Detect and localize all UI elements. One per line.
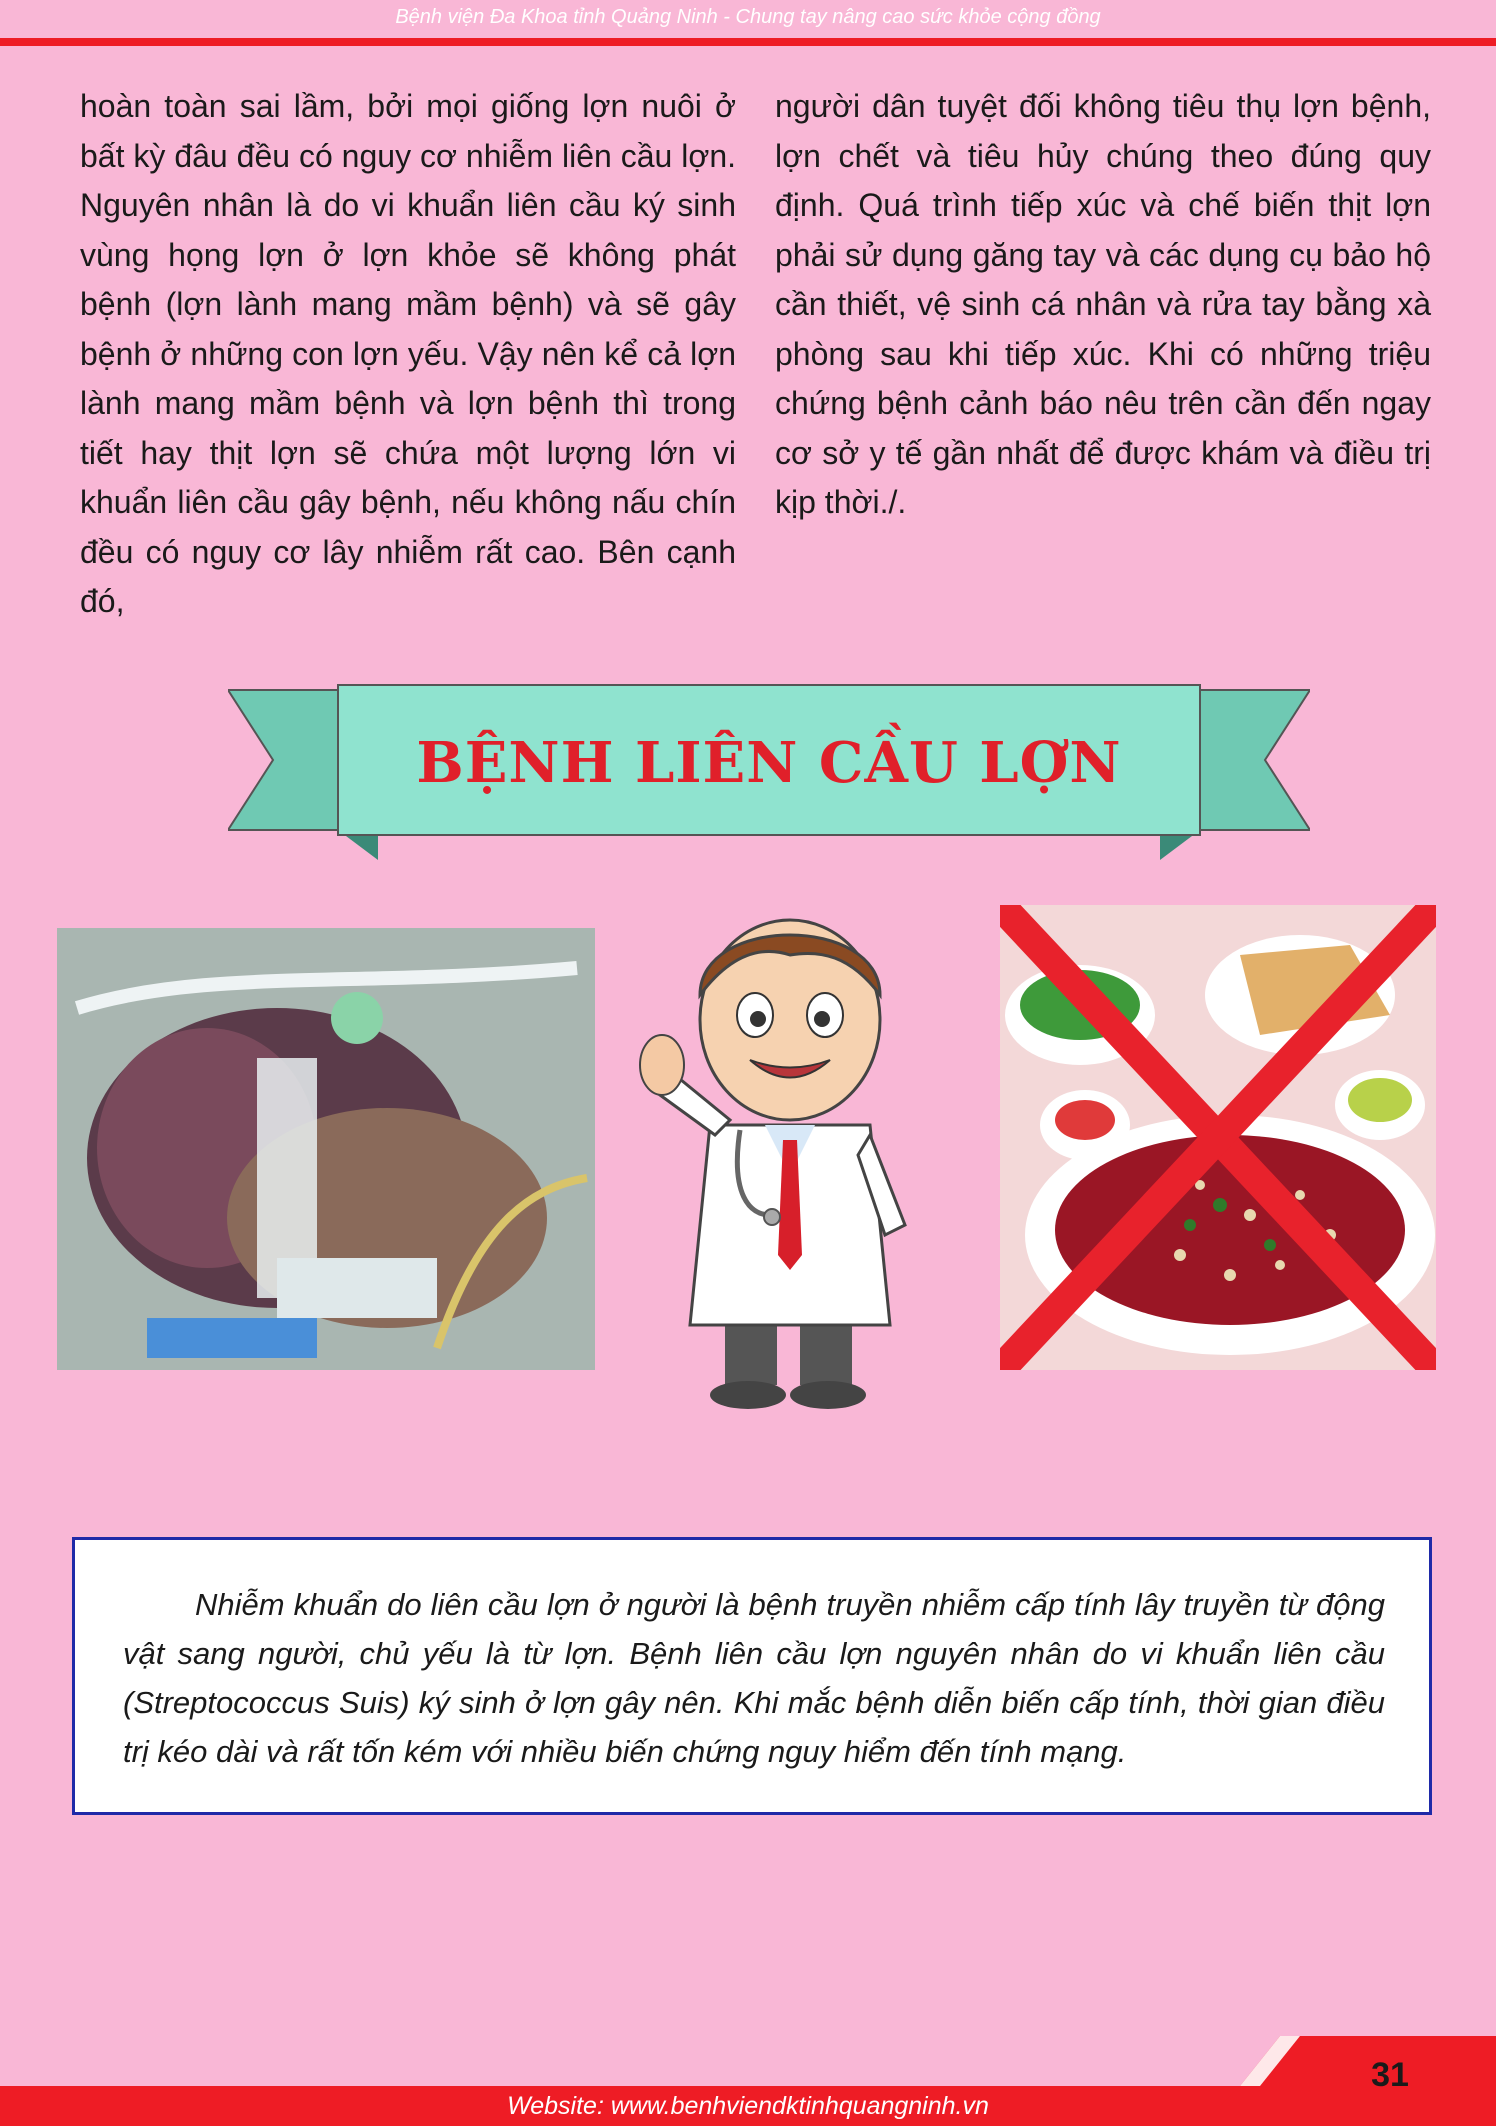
page-number: 31 <box>1371 2056 1409 2094</box>
banner-title: BỆNH LIÊN CẦU LỢN <box>416 730 1122 796</box>
header-text: Bệnh viện Đa Khoa tỉnh Quảng Ninh - Chung tay nâng cao sức khỏe cộng đồng <box>395 6 1101 28</box>
blood-pudding-photo <box>1000 905 1436 1370</box>
article-left-column: hoàn toàn sai lầm, bởi mọi giống lợn nuôi ở bất kỳ đâu đều có nguy cơ nhiễm liên cầu lợn. Nguyên nhân là do vi khuẩn liên cầu ký sinh vùng họng lợn ở lợn khỏe sẽ không phát bệnh (lợn lành mang mầm bệnh) và sẽ gây bệnh ở những con lợn yếu. Vậy nên kể cả lợn lành mang mầm bệnh và lợn bệnh thì trong tiết hay thịt lợn sẽ chứa một lượng lớn vi khuẩn liên cầu gây bệnh, nếu không nấu chín đều có nguy cơ lây nhiễm rất cao. Bên cạnh đó, <box>80 88 736 619</box>
cross-out-icon <box>1000 905 1436 1370</box>
doctor-cartoon <box>620 895 960 1415</box>
info-box-text: Nhiễm khuẩn do liên cầu lợn ở người là bệnh truyền nhiễm cấp tính lây truyền từ động vật sang người, chủ yếu là từ lợn. Bệnh liên cầu lợn nguyên nhân do vi khuẩn liên cầu (Streptococcus Suis) ký sinh ở lợn gây nên. Khi mắc bệnh diễn biến cấp tính, thời gian điều trị kéo dài và rất tốn kém với nhiều biến chứng nguy hiểm đến tính mạng. <box>123 1587 1385 1769</box>
patient-photo <box>57 928 595 1370</box>
info-box <box>72 1537 1432 1815</box>
article-right-column: người dân tuyệt đối không tiêu thụ lợn bệnh, lợn chết và tiêu hủy chúng theo đúng quy định. Quá trình tiếp xúc và chế biến thịt lợn phải sử dụng găng tay và các dụng cụ bảo hộ cần thiết, vệ sinh cá nhân và rửa tay bằng xà phòng sau khi tiếp xúc. Khi có những triệu chứng bệnh cảnh báo nêu trên cần đến ngay cơ sở y tế gần nhất để được khám và điều trị kịp thời./. <box>775 88 1431 520</box>
website-link[interactable]: Website: www.benhviendktinhquangninh.vn <box>507 2092 989 2120</box>
header-bar <box>0 0 1496 38</box>
header-red-line <box>0 38 1496 46</box>
